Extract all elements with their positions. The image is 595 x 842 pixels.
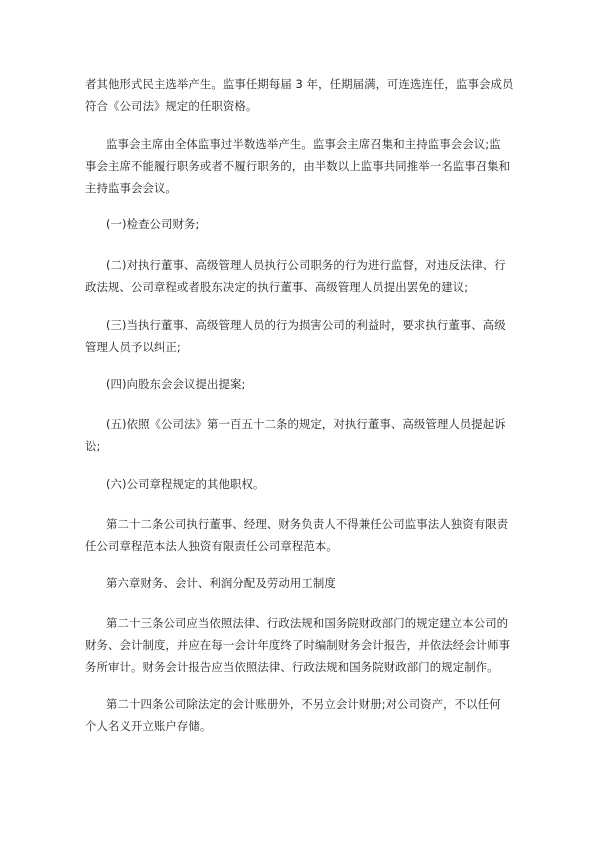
text-line: 第二十四条公司除法定的会计账册外，不另立会计财册;对公司资产，不以任何	[106, 697, 501, 711]
text-line: 者其他形式民主选举产生。监事任期每届 3 年，任期届满，可连选连任，监事会成员	[85, 77, 514, 91]
paragraph-supervisor-chairman	[85, 133, 523, 199]
text-line: 政法规、公司章程或者股东决定的执行董事、高级管理人员提出罢免的建议;	[85, 280, 469, 294]
text-line: 财务、会计制度，并应在每一会计年度终了时编制财务会计报告，并依法经会计师事	[85, 638, 511, 652]
article-22	[85, 513, 523, 557]
chapter-heading	[85, 572, 523, 594]
list-item-5	[85, 413, 523, 457]
article-24	[85, 693, 523, 737]
text-line: 符合《公司法》规定的任职资格。	[85, 99, 258, 113]
text-line: 个人名义开立账户存储。	[85, 719, 212, 733]
text-line: 管理人员予以纠正;	[85, 340, 181, 354]
text-line: 讼;	[85, 439, 101, 453]
list-item-1	[85, 213, 523, 235]
text-line: 事会主席不能履行职务或者不履行职务的，由半数以上监事共同推举一名监事召集和	[85, 159, 511, 173]
list-item-6	[85, 473, 523, 495]
paragraph-supervisor-term	[85, 73, 523, 117]
text-line: (五)依照《公司法》第一百五十二条的规定，对执行董事、高级管理人员提起诉	[106, 417, 506, 431]
text-line: 主持监事会会议。	[85, 181, 177, 195]
text-line: 第二十三条公司应当依照法律、行政法规和国务院财政部门的规定建立本公司的	[106, 616, 509, 630]
text-line: 第二十二条公司执行董事、经理、财务负责人不得兼任公司监事法人独资有限责	[106, 517, 509, 531]
text-line: 第六章财务、会计、利润分配及劳动用工制度	[106, 576, 336, 590]
list-item-4	[85, 373, 523, 395]
list-item-2	[85, 254, 523, 298]
text-line: 任公司章程范本法人独资有限责任公司章程范本。	[85, 539, 338, 553]
article-23	[85, 612, 523, 678]
text-line: (三)当执行董事、高级管理人员的行为损害公司的利益时，要求执行董事、高级	[106, 318, 506, 332]
text-line: (四)向股东会会议提出提案;	[106, 377, 246, 391]
text-line: (一)检查公司财务;	[106, 217, 200, 231]
text-line: 监事会主席由全体监事过半数选举产生。监事会主席召集和主持监事会会议;监	[106, 137, 501, 151]
text-line: 务所审计。财务会计报告应当依照法律、行政法规和国务院财政部门的规定制作。	[85, 660, 499, 674]
list-item-3	[85, 314, 523, 358]
text-line: (二)对执行董事、高级管理人员执行公司职务的行为进行监督，对违反法律、行	[106, 258, 506, 272]
text-line: (六)公司章程规定的其他职权。	[106, 477, 265, 491]
